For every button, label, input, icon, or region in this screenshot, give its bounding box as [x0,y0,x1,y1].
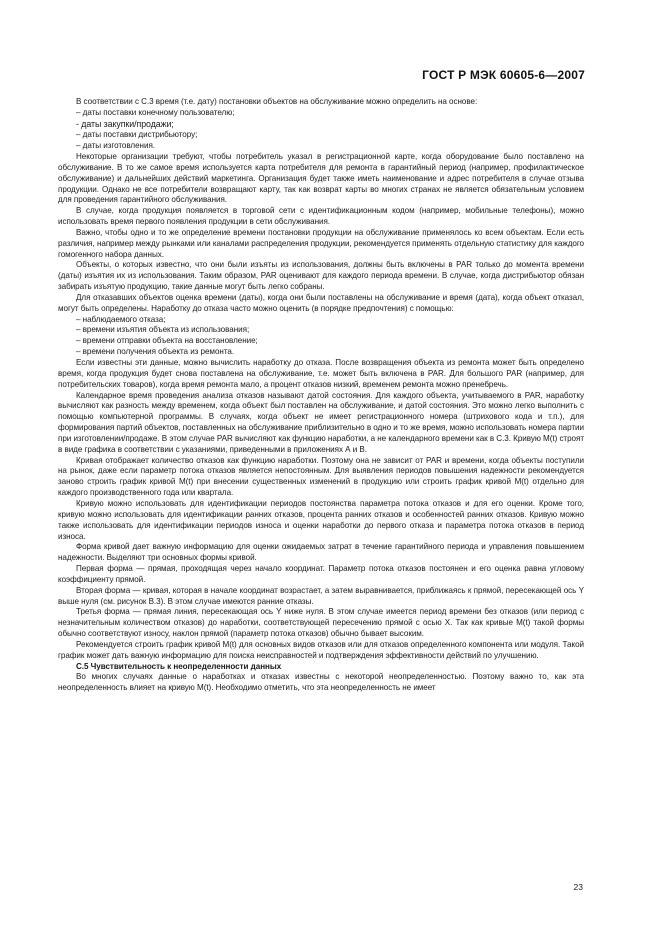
list-item: – наблюдаемого отказа; [76,314,166,324]
paragraph: В соответствии с С.3 время (т.е. дату) постановки объектов на обслуживание можно определить на основе: [76,97,478,106]
paragraph: Календарное время проведения анализа отказов называют датой состояния. Для каждого объекта, учитываемого в PAR, наработку вычисляют как разность между временем, когда объект был поставлен на обслуживание, и датой состояния. Это можно легко выполнить с помощью компьютерной программы. В случаях, когда объект не имеет регистрационного номера (штрихового кода и т.п.), для формирования партий объектов, поставленных на обслуживание приблизительно в одно и то же время, можно использовать номера партии при изготовлении/продаже. В этом случае PAR вычисляют как функцию наработки, а не календарного времени как в С.3. Кривую M(t) строят в виде графика в соответствии с указаниями, приведенными в приложениях А и В. [58,390,584,454]
list-item: – даты поставки конечному пользователю; [76,107,235,117]
paragraph: Во многих случаях данные о наработках и отказах известны с некоторой неопределенностью. Поэтому важно то, как эта неопределенность влияет на кривую M(t). Необходимо отметить, что эта неопределенность не имеет [58,672,584,693]
paragraph: Рекомендуется строить график кривой M(t) для основных видов отказов или для отказов определенного компонента или модуля. Такой график может дать важную информацию для поиска неисправностей и подтверждения эффективности действий по улучшению. [58,639,584,660]
paragraph: Для отказавших объектов оценка времени (даты), когда они были поставлены на обслуживание и время (дата), когда объект отказал, могут быть определены. Наработку до отказа часто можно оценить (в порядке предпочтения) с помощью: [58,292,584,313]
paragraph: Кривая отображает количество отказов как функцию наработки. Поэтому она не зависит от PAR и времени, когда объекты поступили на рынок, даже если параметр потока отказов является непостоянным. Для выявления периодов повышения надежности рекомендуется заново строить график кривой M(t) при внесении существенных изменений в продукцию или строить график кривой M(t) отдельно для каждого производственного года или квартала. [58,455,584,498]
paragraph: В случае, когда продукция появляется в торговой сети с идентификационным кодом (например, мобильные телефоны), можно использовать время первого появления продукции в сети обслуживания. [58,206,584,227]
document-body [58,97,584,694]
paragraph: Третья форма — прямая линия, пересекающая ось Y ниже нуля. В этом случае имеется период времени без отказов (или период с незначительным количеством отказов) до наработки, соответствующей пересечению прямой с осью X. Так как кривые M(t) такой формы обычно соответствуют износу, наклон прямой (параметр потока отказов) обычно бывает высоким. [58,607,584,639]
list-item: - даты закупки/продажи; [76,118,174,129]
paragraph: Форма кривой дает важную информацию для оценки ожидаемых затрат в течение гарантийного периода и управления повышением надежности. Выделяют три основных формы кривой. [58,542,584,563]
paragraph: Некоторые организации требуют, чтобы потребитель указал в регистрационной карте, когда оборудование было поставлено на обслуживание. В то же самое время используется карта потребителя для ремонта в гарантийный период (например, профилактическое обслуживание) и дальнейших действий маркетинга. Организация будет также иметь наименование и адрес потребителя в случае отзыва продукции. Однако не все потребители возвращают карту, так как возврат карты во многих странах не является обязательным условием для проведения гарантийного обслуживания. [58,151,584,205]
paragraph: Кривую можно использовать для идентификации периодов постоянства параметра потока отказов и для его оценки. Кроме того, кривую можно использовать для идентификации ранних отказов, процента ранних отказов и особенностей ранних отказов. Кривую можно также использовать для идентификации периодов износа и оценки наработки до первого отказа и параметра потока отказов в период износа. [58,498,584,541]
paragraph: Если известны эти данные, можно вычислить наработку до отказа. После возвращения объекта из ремонта может быть определено время, когда продукция будет снова поставлена на обслуживание, т.е. может быть включена в PAR. Для большого PAR (например, для потребительских товаров), когда время ремонта мало, а процент отказов низкий, временем ремонта можно пренебречь. [58,358,584,389]
paragraph: Первая форма — прямая, проходящая через начало координат. Параметр потока отказов постоянен и его оценка равна угловому коэффициенту прямой. [58,564,584,584]
list-item: – времени изъятия объекта из использования; [76,325,250,335]
document-header: ГОСТ Р МЭК 60605-6—2007 [422,68,585,82]
list-item: – даты изготовления. [76,141,155,151]
page-number: 23 [573,882,583,892]
list-item: – времени получения объекта из ремонта. [76,347,235,357]
section-heading: С.5 Чувствительность к неопределенности данных [76,661,282,671]
paragraph: Объекты, о которых известно, что они были изъяты из использования, должны быть включены в PAR только до момента времени (даты) изъятия их из использования. Таким образом, PAR оценивают для каждого периода времени. В случае, когда дистрибьютор обязан забирать изъятую продукцию, такие данные могут быть легко собраны. [58,260,584,292]
list-item: – времени отправки объекта на восстановление; [76,336,258,346]
paragraph: Важно, чтобы одно и то же определение времени постановки продукции на обслуживание применялось ко всем объектам. Если есть различия, например между рынками или каналами распределения продукции, рекомендуется применять отдельную статистику для каждого гомогенного набора данных. [58,227,584,259]
list-item: – даты поставки дистрибьютору; [76,130,198,140]
paragraph: Вторая форма — кривая, которая в начале координат возрастает, а затем выравнивается, приближаясь к прямой, пересекающей ось Y выше нуля (см. рисунок В.3). В этом случае имеются ранние отказы. [58,585,584,606]
